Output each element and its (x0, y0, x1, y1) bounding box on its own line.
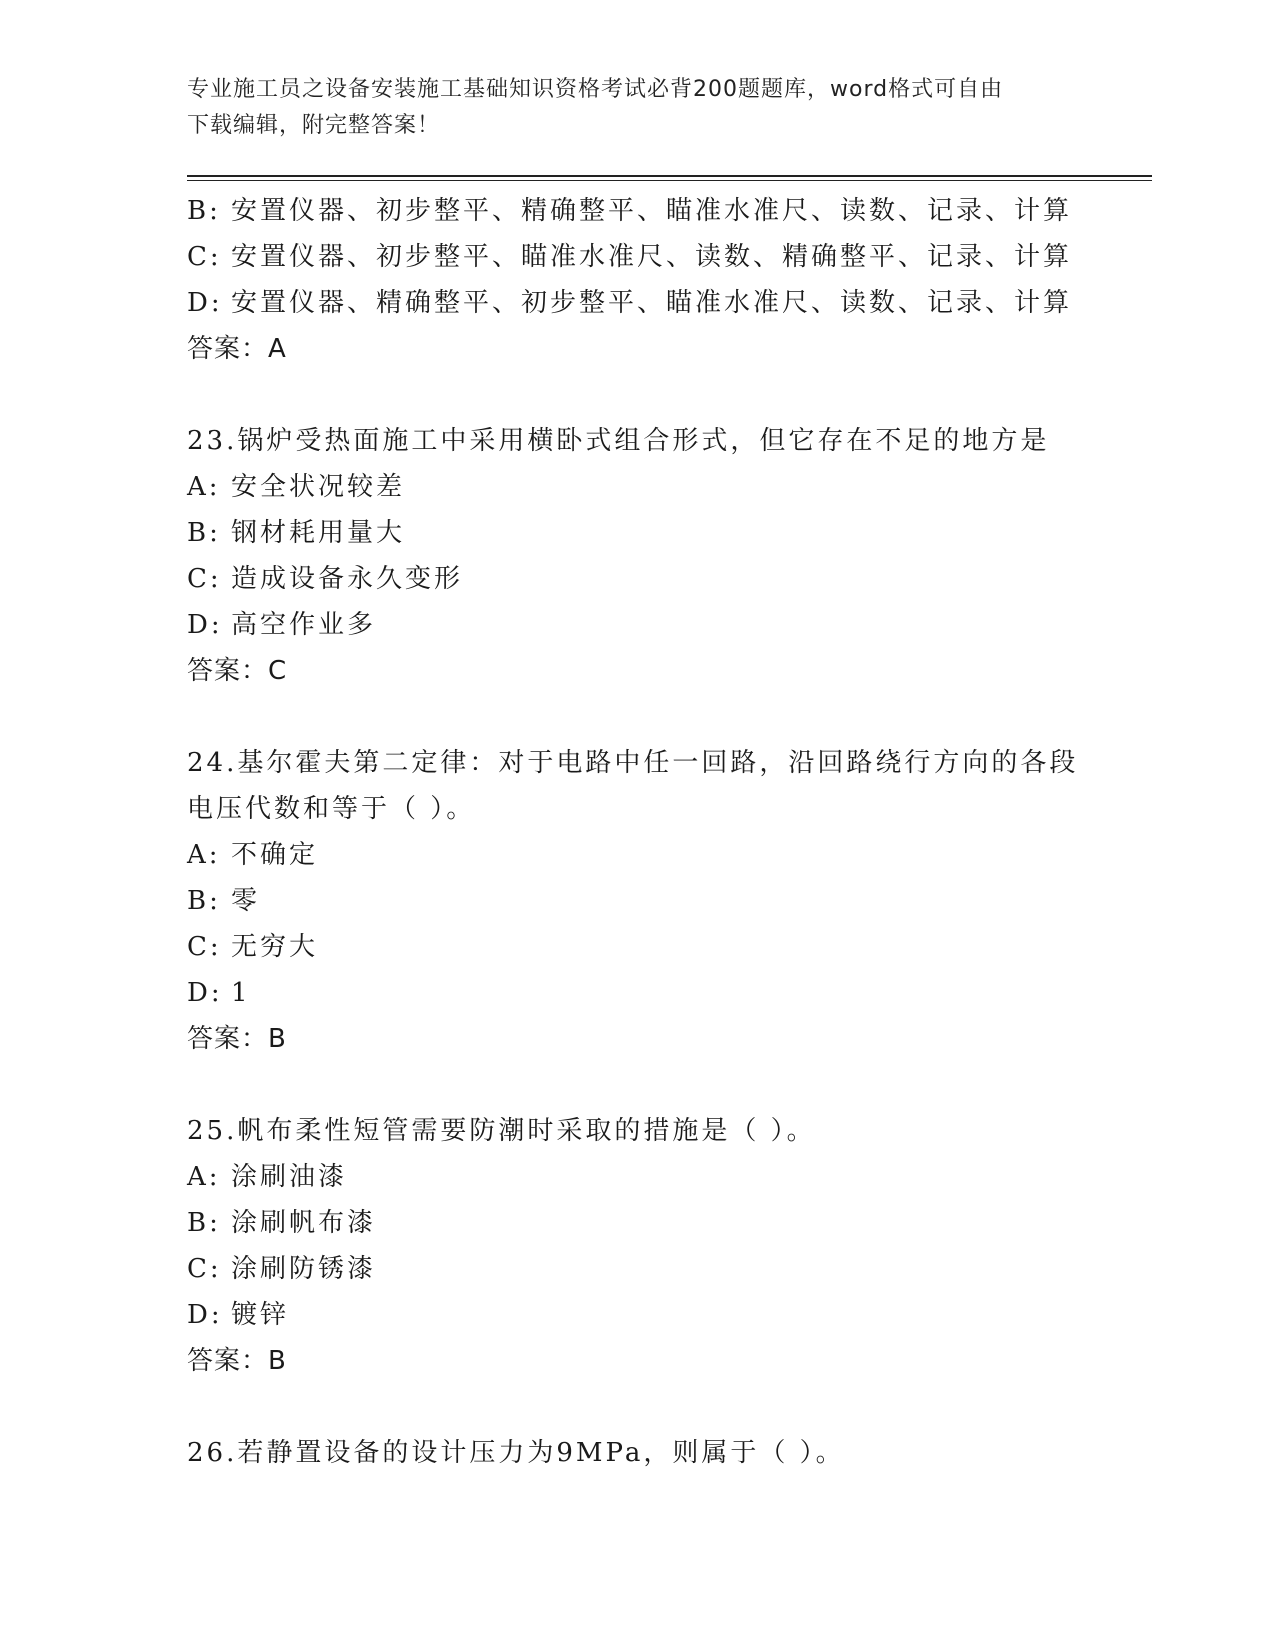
option-c (187, 924, 1087, 970)
prev-question-block (187, 188, 1087, 372)
option-c (187, 556, 1087, 602)
option-label: D: (187, 1300, 223, 1330)
answer-line: 答案：B (187, 1346, 287, 1376)
option-label: A: (187, 472, 221, 502)
question-block-25 (187, 1108, 1087, 1384)
option-label: B: (187, 518, 221, 548)
question-stem: 26.若静置设备的设计压力为9MPa，则属于（ ）。 (187, 1438, 845, 1468)
option-label: C: (187, 1254, 222, 1284)
question-block-26 (187, 1430, 1087, 1476)
option-label: A: (187, 840, 221, 870)
option-label: D: (187, 610, 223, 640)
option-text: 涂刷油漆 (231, 1162, 348, 1192)
option-text: 安置仪器、精确整平、初步整平、瞄准水准尺、读数、记录、计算 (231, 288, 1073, 318)
option-text: 安全状况较差 (231, 472, 406, 502)
option-text: 涂刷防锈漆 (231, 1254, 377, 1284)
option-label: D: (187, 288, 223, 318)
header-divider-thin (187, 180, 1152, 181)
question-list (187, 188, 1087, 1476)
option-b (187, 510, 1087, 556)
option-text: 造成设备永久变形 (231, 564, 464, 594)
option-a (187, 1154, 1087, 1200)
option-c (187, 234, 1087, 280)
question-stem: 25.帆布柔性短管需要防潮时采取的措施是（ ）。 (187, 1116, 816, 1146)
option-text: 镀锌 (231, 1300, 290, 1330)
question-block-24 (187, 740, 1087, 1062)
option-d (187, 602, 1087, 648)
option-label: B: (187, 1208, 221, 1238)
option-b (187, 878, 1087, 924)
question-stem: 23.锅炉受热面施工中采用横卧式组合形式，但它存在不足的地方是 (187, 426, 1050, 456)
option-text: 涂刷帆布漆 (231, 1208, 377, 1238)
option-label: A: (187, 1162, 221, 1192)
option-text: 钢材耗用量大 (231, 518, 406, 548)
question-stem-continued: 电压代数和等于（ ）。 (187, 794, 476, 824)
option-label: C: (187, 564, 222, 594)
option-b (187, 1200, 1087, 1246)
document-header (187, 72, 1067, 144)
option-text: 不确定 (231, 840, 319, 870)
option-text: 零 (231, 886, 261, 916)
answer-line: 答案：B (187, 1024, 287, 1054)
option-label: D: (187, 978, 223, 1008)
option-d (187, 280, 1087, 326)
option-text: 1 (231, 978, 251, 1008)
question-stem: 24.基尔霍夫第二定律：对于电路中任一回路，沿回路绕行方向的各段 (187, 748, 1079, 778)
option-a (187, 832, 1087, 878)
header-divider-thick (187, 175, 1152, 177)
option-c (187, 1246, 1087, 1292)
option-text: 高空作业多 (231, 610, 377, 640)
option-label: B: (187, 196, 221, 226)
option-d (187, 1292, 1087, 1338)
option-label: C: (187, 242, 222, 272)
header-line-2: 下载编辑，附完整答案！ (187, 113, 441, 138)
option-a (187, 464, 1087, 510)
option-label: C: (187, 932, 222, 962)
question-block-23 (187, 418, 1087, 694)
answer-line: 答案：A (187, 334, 287, 364)
option-text: 无穷大 (231, 932, 319, 962)
option-d (187, 970, 1087, 1016)
option-b (187, 188, 1087, 234)
header-line-1: 专业施工员之设备安装施工基础知识资格考试必背200题题库，word格式可自由 (187, 77, 1004, 102)
option-text: 安置仪器、初步整平、瞄准水准尺、读数、精确整平、记录、计算 (231, 242, 1073, 272)
option-text: 安置仪器、初步整平、精确整平、瞄准水准尺、读数、记录、计算 (231, 196, 1073, 226)
answer-line: 答案：C (187, 656, 288, 686)
option-label: B: (187, 886, 221, 916)
